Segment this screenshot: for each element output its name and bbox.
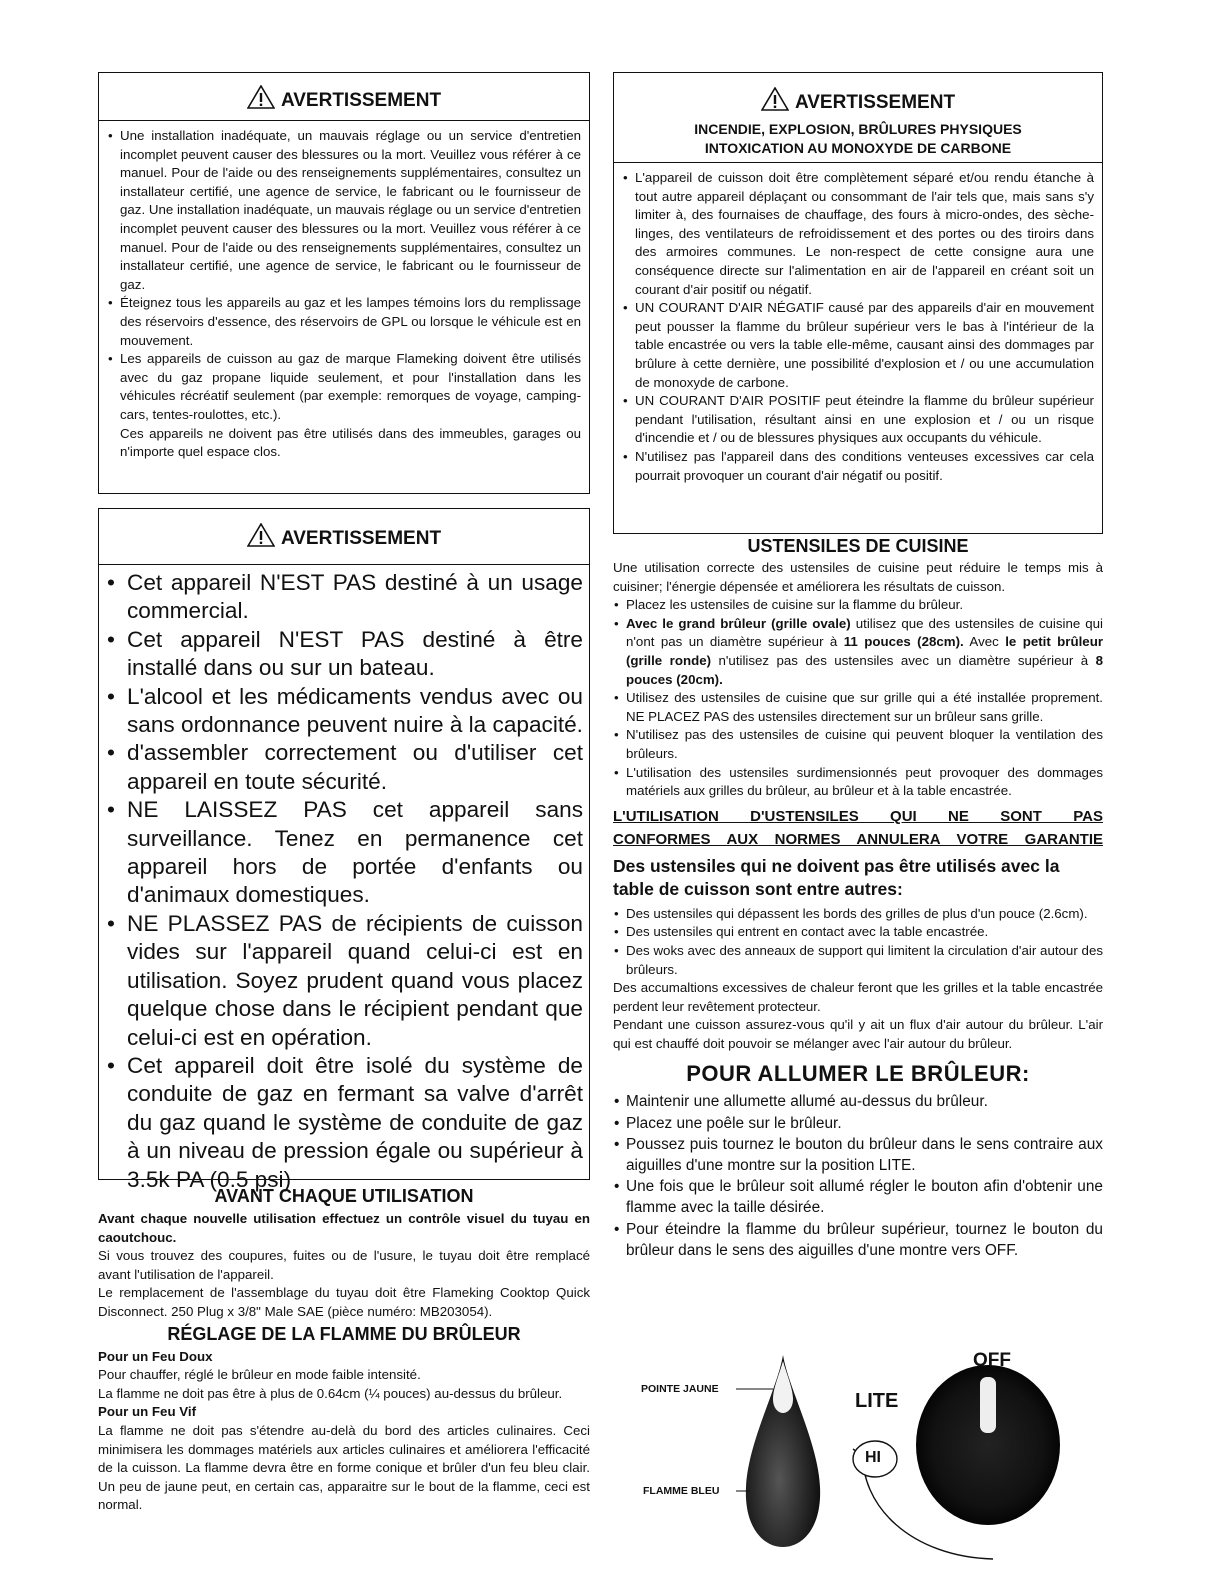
list-item: • Placez les ustensiles de cuisine sur la flamme du brûleur. xyxy=(613,596,1103,615)
warning-item: • Cet appareil N'EST PAS destiné à être installé dans ou sur un bateau. xyxy=(105,626,583,683)
warning-item: • NE LAISSEZ PAS cet appareil sans surveillance. Tenez en permanence cet appareil hors de portée d'enfants ou d'animaux domestiques. xyxy=(105,796,583,910)
list-item: • Des ustensiles qui dépassent les bords des grilles de plus d'un pouce (2.6cm). xyxy=(613,905,1103,924)
paragraph: Pendant une cuisson assurez-vous qu'il y ait un flux d'air autour du brûleur. L'air qui est chauffé doit pouvoir se mélanger avec l'air autour du brûleur. xyxy=(613,1017,1103,1051)
emphasis: Avec le grand brûleur (grille ovale) xyxy=(626,615,851,631)
text: Avec xyxy=(963,634,1006,650)
hi-label: HI xyxy=(865,1449,881,1466)
emphasis: le petit brûleur (grille ronde) xyxy=(626,634,1103,668)
emphasis: 11 pouces (28cm). xyxy=(843,634,964,650)
step-item: • Pour éteindre la flamme du brûleur supérieur, tournez le bouton du brûleur dans le sens des aiguilles d'une montre vers OFF. xyxy=(613,1219,1103,1261)
warning-box-installation xyxy=(98,72,590,494)
warning-list xyxy=(622,169,1094,485)
warning-note: Ces appareils ne doivent pas être utilisés dans des immeubles, garages ou n'importe quel espace clos. xyxy=(120,425,581,460)
section-ustensiles xyxy=(613,536,1103,1053)
warning-title: AVERTISSEMENT xyxy=(280,90,442,111)
warning-triangle-icon xyxy=(761,87,789,111)
warning-item: • Cet appareil N'EST PAS destiné à un usage commercial. xyxy=(105,569,583,626)
ustensiles-list xyxy=(613,596,1103,801)
section-allumer xyxy=(613,1061,1103,1261)
paragraph: Le remplacement de l'assemblage du tuyau doit être Flameking Cooktop Quick Disconnect. 250 Plug x 3/8" Male SAE (pièce numéro: MB203054). xyxy=(98,1285,590,1319)
warning-subtitle: INTOXICATION AU MONOXYDE DE CARBONE xyxy=(704,140,1012,156)
list-item: • L'utilisation des ustensiles surdimensionnés peut provoquer des dommages matériels aux grilles du brûleur, au brûleur et à la table encastrée. xyxy=(613,764,1103,801)
warning-item: • L'alcool et les médicaments vendus avec ou sans ordonnance peuvent nuire à la capacité. xyxy=(105,683,583,740)
warning-body xyxy=(99,565,589,1194)
paragraph: Si vous trouvez des coupures, fuites ou de l'usure, le tuyau doit être remplacé avant l'utilisation de l'appareil. xyxy=(98,1248,590,1282)
step-item: • Maintenir une allumette allumé au-dessus du brûleur. xyxy=(613,1091,1103,1112)
warning-title: AVERTISSEMENT xyxy=(280,528,442,549)
section-reglage xyxy=(98,1324,590,1515)
forbidden-list xyxy=(613,905,1103,979)
lite-label: LITE xyxy=(855,1390,899,1412)
warning-triangle-icon xyxy=(247,523,275,547)
warning-header xyxy=(99,509,589,565)
yellow-tip-label: POINTE JAUNE xyxy=(641,1383,719,1395)
warning-item: • L'appareil de cuisson doit être complètement séparé et/ou rendu étanche à tout autre appareil déplaçant ou consommant de l'air tels que, mais sans s'y limiter à, des fournaises de chauffage, des fours à micro-ondes, des sèche-linges, des ventilateurs de refroidissement et des portes ou des tiroirs dans des armoires communes. Le non-respect de cette consigne aura une conséquence directe sur l'alimentation en air de l'appareil en créant soit un courant d'air positif ou négatif. xyxy=(622,169,1094,299)
list-item: • Utilisez des ustensiles de cuisine que sur grille qui a été installée proprement. NE PLACEZ PAS des ustensiles directement sur un brûleur sans grille. xyxy=(613,689,1103,726)
warning-box-usage xyxy=(98,508,590,1192)
warning-body xyxy=(99,121,589,468)
emphasis: 8 pouces (20cm). xyxy=(626,652,1104,687)
paragraph: Une utilisation correcte des ustensiles de cuisine peut réduire le temps mis à cuisiner; l'énergie dépensée et améliorera les résultats de cuisson. xyxy=(613,560,1103,594)
warning-header xyxy=(614,73,1102,163)
off-label: OFF xyxy=(973,1350,1011,1371)
right-column xyxy=(613,72,1103,1261)
warning-item: • UN COURANT D'AIR POSITIF peut éteindre la flamme du brûleur supérieur pendant l'utilisation, résultant ainsi en une explosion et / ou un risque d'incendie et / ou de blessures physiques aux occupants du véhicule. xyxy=(622,392,1094,448)
warning-title: AVERTISSEMENT xyxy=(794,92,956,113)
warranty-notice: L'UTILISATION D'USTENSILES QUI NE SONT PAS xyxy=(613,807,1103,825)
paragraph: La flamme ne doit pas être à plus de 0.64cm (¼ pouces) au-dessus du brûleur. xyxy=(98,1385,563,1401)
warning-item: • N'utilisez pas l'appareil dans des conditions venteuses excessives car cela pourrait provoquer un courant d'air négatif ou positif. xyxy=(622,448,1094,485)
subheading-doux: Pour un Feu Doux xyxy=(98,1348,213,1364)
subheading-vif: Pour un Feu Vif xyxy=(98,1404,197,1420)
warning-item: • Une installation inadéquate, un mauvais réglage ou un service d'entretien incomplet peuvent causer des blessures ou la mort. Veuillez vous référer à ce manuel. Pour de l'aide ou des renseignements supplémentaires, consultez un installateur certifié, une agence de service, le fabricant ou le fournisseur de gaz. Une installation inadéquate, un mauvais réglage ou un service d'entretien incomplet peuvent causer des blessures ou la mort. Veuillez vous référer à ce manuel. Pour de l'aide ou des renseignements supplémentaires, consultez un installateur certifié, une agence de service, le fabricant ou le fournisseur de gaz. xyxy=(107,127,581,294)
warning-body xyxy=(614,163,1102,491)
section-title: AVANT CHAQUE UTILISATION xyxy=(214,1186,474,1206)
warning-item: • UN COURANT D'AIR NÉGATIF causé par des appareils d'air en mouvement peut pousser la flamme du brûleur supérieur vers le bas à l'intérieur de la table encastrée ou vers la table elle-même, causant ainsi des dommages par brûlure à cette dernière, une possibilité d'explosion et / ou une accumulation de monoxyde de carbone. xyxy=(622,299,1094,392)
warning-item: • Éteignez tous les appareils au gaz et les lampes témoins lors du remplissage des réservoirs d'essence, des réservoirs de GPL ou lorsque le véhicule est en mouvement. xyxy=(107,294,581,350)
section-title: POUR ALLUMER LE BRÛLEUR: xyxy=(686,1061,1030,1087)
blue-flame-label: FLAMME BLEU xyxy=(643,1485,720,1497)
yellow-tip-icon xyxy=(773,1361,793,1413)
burner-diagram xyxy=(613,1347,1103,1562)
subheading: Des ustensiles qui ne doivent pas être utilisés avec la table de cuisson sont entre autres: xyxy=(613,855,1060,899)
step-item: • Poussez puis tournez le bouton du brûleur dans le sens contraire aux aiguilles d'une montre sur la position LITE. xyxy=(613,1134,1103,1176)
list-item xyxy=(613,615,1103,689)
warranty-notice: CONFORMES AUX NORMES ANNULERA VOTRE GARANTIE xyxy=(613,830,1103,848)
warning-item: • Cet appareil doit être isolé du système de conduite de gaz en fermant sa valve d'arrêt du gaz quand le système de conduite de gaz à un niveau de pression égale ou supérieur à 3.5k PA (0.5 psi) xyxy=(105,1052,583,1194)
section-avant xyxy=(98,1186,590,1322)
list-item: • Des woks avec des anneaux de support qui limitent la circulation d'air autour des brûleurs. xyxy=(613,942,1103,979)
left-column xyxy=(98,72,590,1515)
paragraph: Pour chauffer, réglé le brûleur en mode faible intensité. xyxy=(98,1367,421,1383)
warning-subtitle: INCENDIE, EXPLOSION, BRÛLURES PHYSIQUES xyxy=(694,121,1022,137)
flame-and-knob-illustration xyxy=(613,1347,1103,1562)
list-item: • Des ustensiles qui entrent en contact avec la table encastrée. xyxy=(613,923,1103,942)
section-lead: Avant chaque nouvelle utilisation effectuez un contrôle visuel du tuyau en caoutchouc. xyxy=(98,1211,590,1245)
warning-box-fire xyxy=(613,72,1103,534)
paragraph: La flamme ne doit pas s'étendre au-delà du bord des articles culinaires. Ceci minimisera les dommages matériels aux articles culinaires et améliorera l'efficacité de la cuisson. La flamme devra être en forme conique et brûler d'un feu bleu clair. Un peu de jaune peut, en certain cas, apparaitre sur le bout de la flamme, ceci est normal. xyxy=(98,1422,590,1513)
text: utilisez que des ustensiles de cuisine qui n'ont pas un diamètre supérieur à xyxy=(626,615,1104,650)
warning-item: • NE PLASSEZ PAS de récipients de cuisson vides sur l'appareil quand celui-ci est en utilisation. Soyez prudent quand vous placez quelque chose dans le récipient pendant que celui-ci est en opération. xyxy=(105,910,583,1052)
step-item: • Une fois que le brûleur soit allumé régler le bouton afin d'obtenir une flamme avec la taille désirée. xyxy=(613,1176,1103,1218)
paragraph: Des accumaltions excessives de chaleur feront que les grilles et la table encastrée perdent leur revêtement protecteur. xyxy=(613,980,1103,1014)
text: n'utilisez pas des ustensiles avec un diamètre supérieur à xyxy=(711,652,1096,668)
warning-list xyxy=(107,127,581,425)
warning-item: • Les appareils de cuisson au gaz de marque Flameking doivent être utilisés avec du gaz propane liquide seulement, et pour l'installation dans les véhicules récréatif seulement (par exemple: remorques de voyage, camping-cars, tentes-roulottes, etc.). xyxy=(107,350,581,424)
step-item: • Placez une poêle sur le brûleur. xyxy=(613,1113,1103,1134)
warning-header xyxy=(99,73,589,121)
warning-list xyxy=(105,569,583,1194)
section-title: USTENSILES DE CUISINE xyxy=(747,536,969,556)
warning-triangle-icon xyxy=(247,85,275,109)
steps-list xyxy=(613,1091,1103,1261)
section-title: RÉGLAGE DE LA FLAMME DU BRÛLEUR xyxy=(167,1323,521,1344)
list-item: • N'utilisez pas des ustensiles de cuisine qui peuvent bloquer la ventilation des brûleurs. xyxy=(613,726,1103,763)
warning-item: • d'assembler correctement ou d'utiliser cet appareil en toute sécurité. xyxy=(105,739,583,796)
